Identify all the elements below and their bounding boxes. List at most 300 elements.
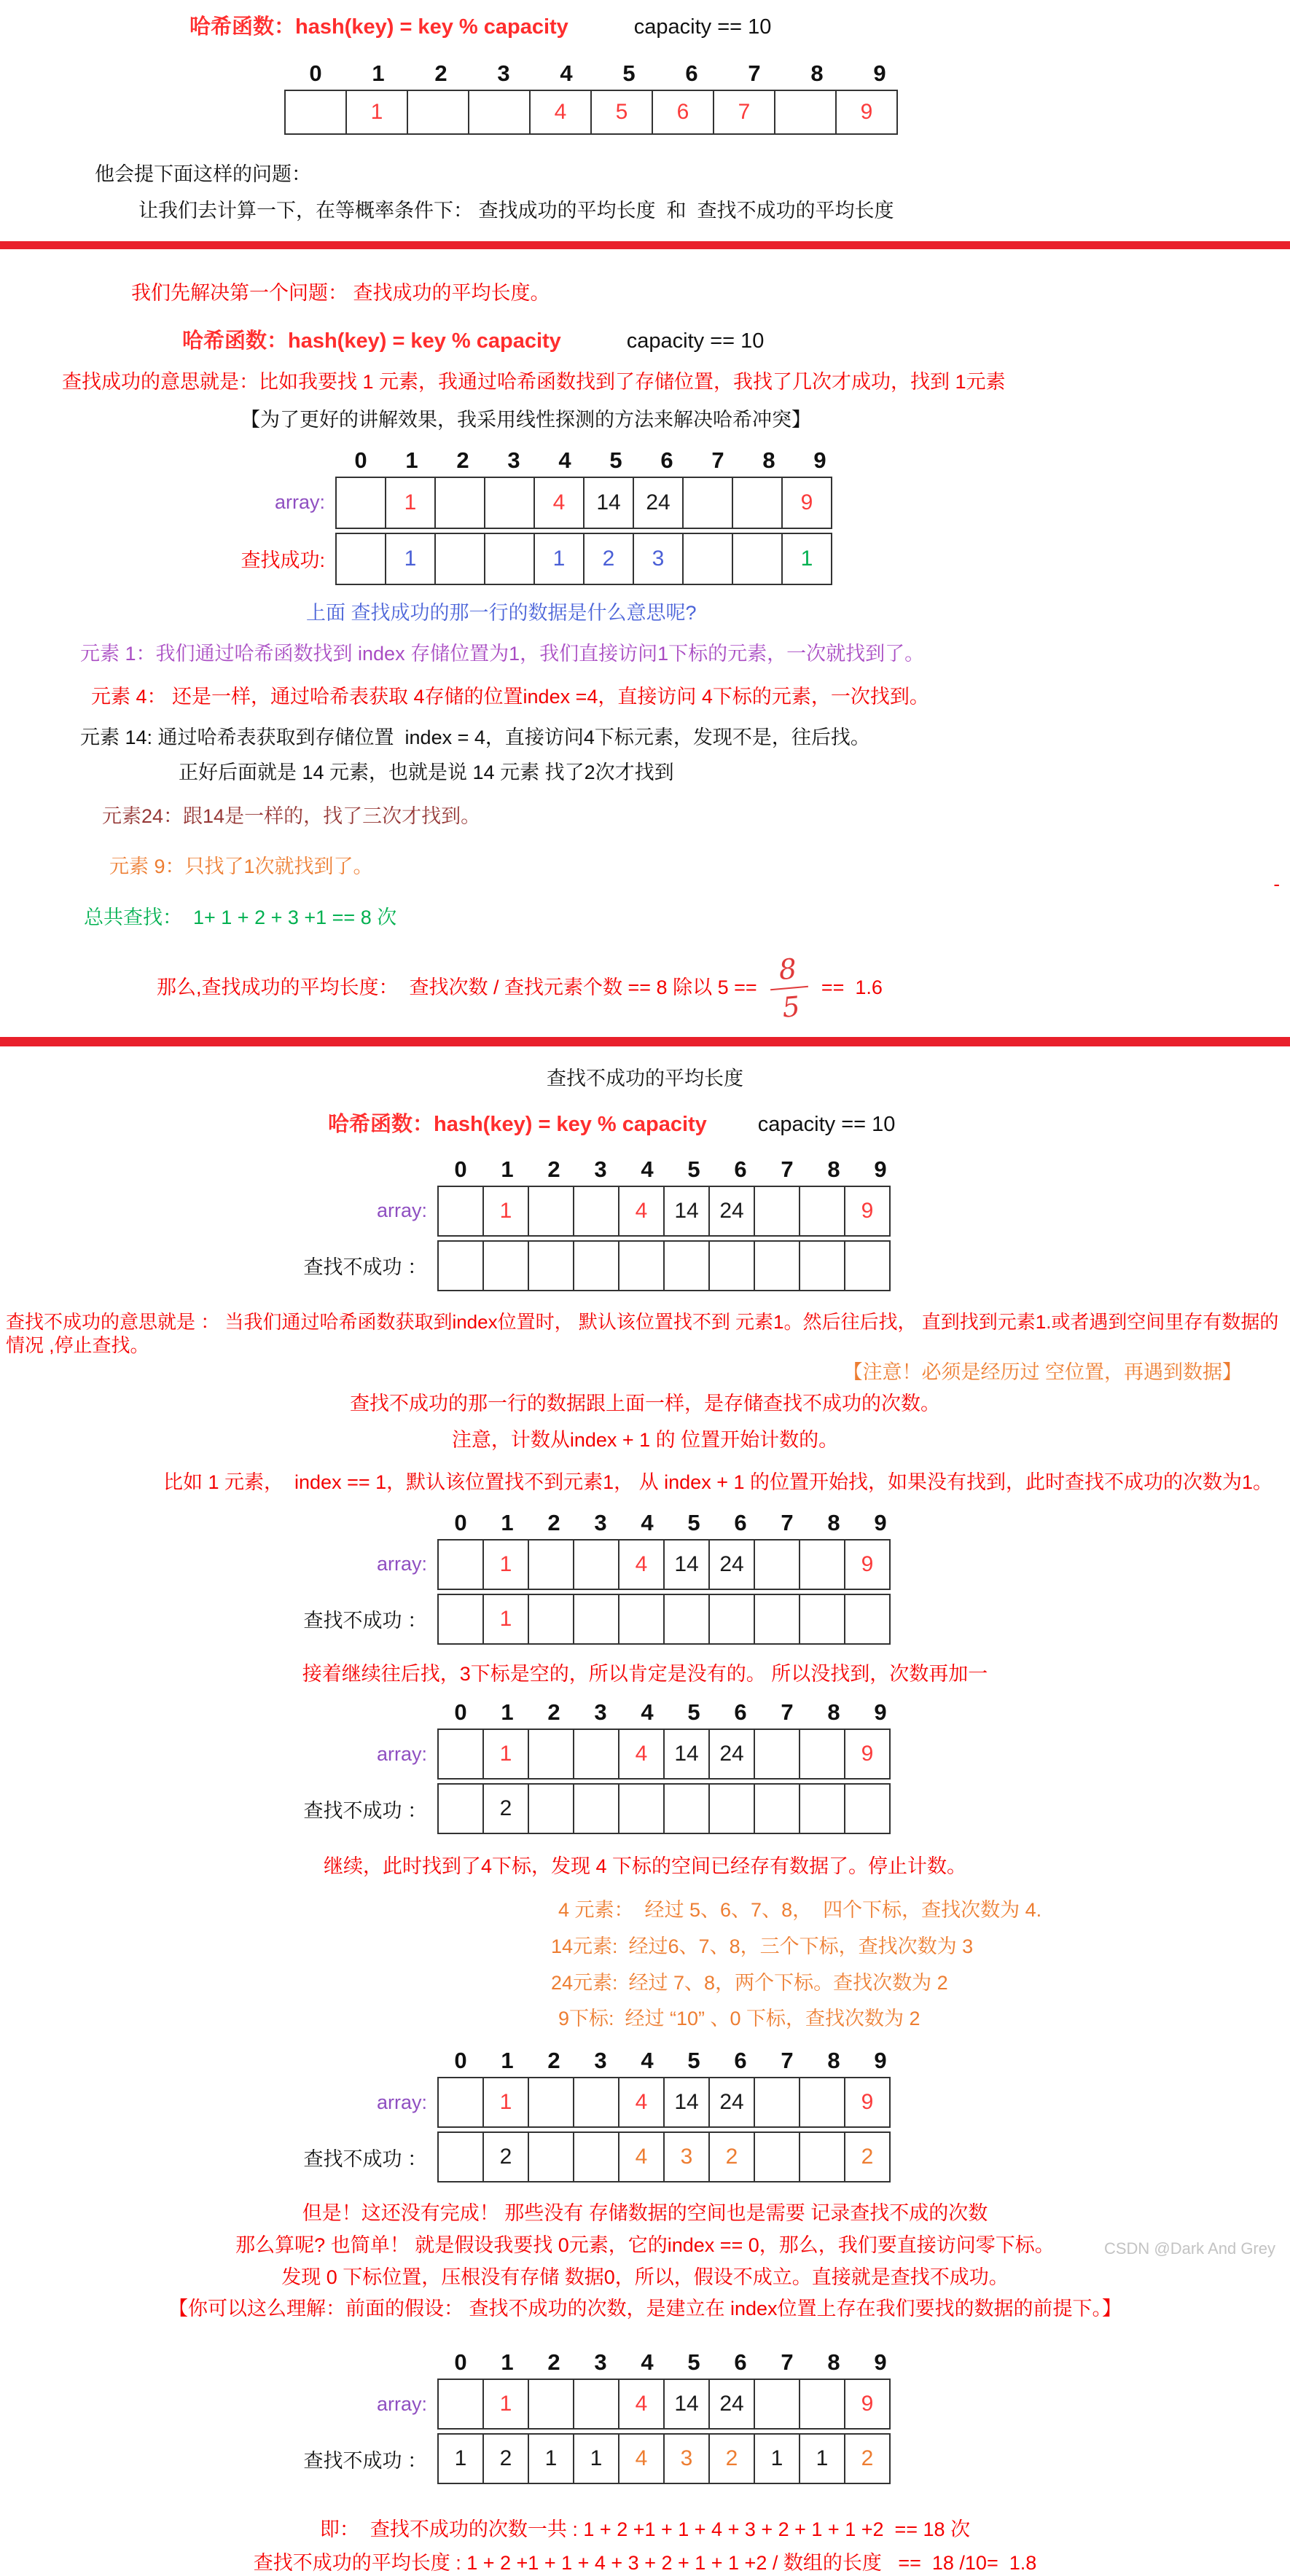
hash-table-cells (335, 477, 832, 529)
column-index: 6 (734, 2349, 747, 2375)
column-index: 9 (874, 1509, 887, 1535)
hash-table-index-header (277, 2048, 1290, 2074)
hash-table-cell (437, 1186, 484, 1237)
hash-table-cell (528, 1539, 574, 1590)
hash-table-cell (573, 2077, 619, 2128)
hash-table-cell (799, 1729, 845, 1780)
hash-table-cell: 9 (844, 1729, 891, 1780)
hash-table-cell: 24 (633, 477, 684, 529)
hash-table-cell: 6 (652, 90, 714, 135)
hash-table-cell (663, 1783, 710, 1834)
hash-table-cell (528, 1729, 574, 1780)
hash-table-cell (618, 1594, 665, 1645)
hash-table-cell (437, 2379, 484, 2430)
hash-table-cell (799, 1240, 845, 1291)
hash-table-cell (799, 1594, 845, 1645)
index-header-spacer (277, 1699, 437, 1726)
hash-table-cell (573, 1594, 619, 1645)
hash-table-cell: 4 (529, 90, 592, 135)
hash-table-cell (754, 1240, 800, 1291)
row-label: 查找不成功 ： (303, 1610, 427, 1632)
hash-table-cell (732, 477, 783, 529)
hash-table-cell: 1 (437, 2433, 484, 2484)
column-index: 7 (781, 2048, 794, 2073)
hash-table-cells (437, 2379, 891, 2430)
hash-table-cell: 9 (844, 1539, 891, 1590)
hash-table-cell (437, 1240, 484, 1291)
column-index: 6 (734, 1699, 747, 1726)
hash-table-cell: 1 (482, 2379, 529, 2430)
column-index: 8 (827, 2349, 840, 2375)
hash-table-cell (573, 1240, 619, 1291)
column-index: 4 (641, 1509, 654, 1535)
column-index: 5 (609, 447, 622, 473)
row-label: array: (376, 2392, 427, 2415)
hash-table-cell: 4 (618, 1186, 665, 1237)
question-intro: 他会提下面这样的问题： (95, 163, 311, 185)
hash-table-cell: 1 (482, 1729, 529, 1780)
fail-understand: 【你可以这么理解：前面的假设： 查找不成功的次数，是建立在 index位置上存在我们要找的数据的前提下。】 (168, 2298, 1122, 2320)
hash-table-cells (437, 1539, 891, 1590)
row-label: array: (376, 1199, 427, 1221)
hash-table-cell: 14 (663, 1186, 710, 1237)
column-index: 8 (827, 1509, 840, 1535)
fail-found: 发现 0 下标位置，压根没有存储 数据0，所以，假设不成立。直接就是查找不成功。 (281, 2266, 1009, 2288)
hash-table-cell (468, 90, 531, 135)
hash-table-index-header (277, 1510, 1290, 1536)
column-index: 6 (734, 1509, 747, 1535)
success-row-question: 上面 查找成功的那一行的数据是什么意思呢? (306, 601, 697, 624)
hash-table-cell (335, 477, 386, 529)
column-index: 3 (594, 1509, 607, 1535)
hash-table-cell (284, 90, 347, 135)
hash-table-cells (284, 90, 898, 135)
column-index: 0 (454, 2048, 467, 2073)
fail-meaning: 查找不成功的意思就是 ： 当我们通过哈希函数获取到index位置时， 默认该位置找不到 元素1。然后往后找， 直到找到元素1.或者遇到空间里存有数据的情况 ,停止查找。 (6, 1310, 1279, 1356)
hash-table-cell (708, 1783, 755, 1834)
hash-table-index-header (277, 1699, 1290, 1726)
hash-function-line-fail (328, 1108, 1290, 1138)
column-index: 9 (874, 1156, 887, 1182)
hash-function-line-top (189, 10, 1290, 40)
hash-table-cell (573, 1186, 619, 1237)
hash-table-cell (708, 1594, 755, 1645)
hash-table-cell: 1 (482, 1594, 529, 1645)
hash-table-index-header (284, 60, 1290, 87)
hash-table-cell (437, 1783, 484, 1834)
column-index: 2 (547, 2349, 560, 2375)
index-header-spacer (146, 447, 335, 474)
column-index: 4 (560, 60, 573, 86)
hash-table-index-header (146, 447, 1290, 474)
hash-array-table-fail-empty (277, 1156, 1290, 1291)
hash-table-cell (682, 477, 733, 529)
index-header-spacer (277, 1510, 437, 1536)
hash-function-label: 哈希函数：hash(key) = key % capacity (189, 15, 568, 39)
total-count-line: 总共查找： 1+ 1 + 2 + 3 +1 == 8 次 (84, 907, 397, 928)
hash-table-index-header (277, 1156, 1290, 1183)
column-index: 5 (687, 2349, 700, 2375)
column-index: 8 (827, 2048, 840, 2073)
column-index: 8 (810, 60, 824, 86)
column-index: 0 (354, 447, 367, 473)
hash-table-cell (754, 1729, 800, 1780)
column-index: 7 (781, 2349, 794, 2375)
column-index: 5 (687, 1509, 700, 1535)
column-index: 1 (501, 2349, 514, 2375)
hash-table-cell (844, 1594, 891, 1645)
hash-array-table-fail-final (277, 2349, 1290, 2484)
hash-table-row (277, 2131, 1290, 2182)
column-index: 1 (501, 1156, 514, 1182)
column-index: 3 (594, 2349, 607, 2375)
hash-table-cell (799, 1539, 845, 1590)
column-index: 3 (497, 60, 510, 86)
hash-table-cell: 9 (844, 1186, 891, 1237)
column-index: 0 (454, 1156, 467, 1182)
fail-continue2: 继续，此时找到了4下标，发现 4 下标的空间已经存有数据了。停止计数。 (323, 1855, 967, 1878)
hash-table-cell (844, 1783, 891, 1834)
row-label: 查找不成功 ： (303, 1256, 427, 1278)
column-index: 5 (687, 1156, 700, 1182)
hash-table-row (284, 90, 1290, 135)
fraction-numerator: 8 (767, 954, 808, 990)
hash-table-cell (754, 1186, 800, 1237)
hash-table-cell: 24 (708, 1729, 755, 1780)
hash-table-cell (482, 1240, 529, 1291)
capacity-label: capacity == 10 (633, 15, 772, 39)
hash-table-cell (732, 533, 783, 585)
column-index: 0 (309, 60, 322, 86)
column-index: 3 (507, 447, 520, 473)
section-divider-2 (0, 1037, 1290, 1046)
hash-table-cells (437, 1729, 891, 1780)
column-index: 4 (641, 2349, 654, 2375)
hash-table-cell (618, 1783, 665, 1834)
row-label: array: (376, 2091, 427, 2113)
fail-example1: 比如 1 元素， index == 1，默认该位置找不到元素1， 从 index + 1 的位置开始找，如果没有找到，此时查找不成功的次数为1。 (163, 1471, 1273, 1493)
column-index: 6 (685, 60, 698, 86)
hash-table-cell: 4 (618, 1539, 665, 1590)
hash-function-line-success (182, 324, 1290, 354)
hash-table-cell: 1 (533, 533, 585, 585)
edge-dash: - (1273, 873, 1280, 895)
hash-table-cell: 1 (385, 533, 436, 585)
hash-table-cell (754, 1594, 800, 1645)
hash-table-row (277, 2077, 1290, 2128)
hash-table-cell (754, 1783, 800, 1834)
hash-table-cell: 2 (482, 2433, 529, 2484)
hash-table-cell (682, 533, 733, 585)
hash-table-row (277, 1729, 1290, 1780)
hash-table-cell: 5 (590, 90, 653, 135)
column-index: 8 (827, 1699, 840, 1726)
column-index: 1 (501, 1509, 514, 1535)
hash-table-cell: 14 (663, 2379, 710, 2430)
column-index: 7 (748, 60, 761, 86)
hash-table-cell: 4 (618, 2131, 665, 2182)
elem1-explain: 元素 1：我们通过哈希函数找到 index 存储位置为1，我们直接访问1下标的元素，一次就找到了。 (80, 642, 925, 665)
hash-table-cell (528, 2077, 574, 2128)
hash-function-label: 哈希函数：hash(key) = key % capacity (328, 1112, 707, 1136)
watermark: CSDN @Dark And Grey (1103, 2239, 1275, 2258)
hash-table-cell (799, 2131, 845, 2182)
hash-table-cell: 1 (528, 2433, 574, 2484)
column-index: 3 (594, 1699, 607, 1726)
success-average-line (157, 952, 1290, 1024)
hash-table-cell: 14 (583, 477, 634, 529)
hash-table-cell (437, 2077, 484, 2128)
row-label: 查找不成功 ： (303, 2449, 427, 2472)
column-index: 4 (641, 1156, 654, 1182)
hash-table-cell: 3 (663, 2131, 710, 2182)
index-header-spacer (277, 2048, 437, 2074)
hash-table-cell: 24 (708, 2077, 755, 2128)
column-index: 2 (547, 2048, 560, 2073)
column-index: 6 (734, 2048, 747, 2073)
hash-table-cell: 2 (708, 2433, 755, 2484)
hash-table-row (146, 477, 1290, 529)
column-index: 7 (781, 1509, 794, 1535)
hash-table-cell: 14 (663, 1539, 710, 1590)
hash-table-cell: 24 (708, 1186, 755, 1237)
hash-table-cell: 2 (844, 2433, 891, 2484)
fail-average-length: 查找不成功的平均长度 : 1 + 2 +1 + 1 + 4 + 3 + 2 + 1 + 1 +2 / 数组的长度 == 18 /10= 1.8 (253, 2551, 1037, 2574)
column-index: 9 (874, 1699, 887, 1726)
column-index: 2 (434, 60, 447, 86)
column-index: 7 (711, 447, 724, 473)
column-index: 0 (454, 2349, 467, 2375)
hash-table-cell (573, 2379, 619, 2430)
hash-table-cell (573, 1783, 619, 1834)
elem14-explain-a: 元素 14: 通过哈希表获取到存储位置 index = 4，直接访问4下标元素，发现不是，往后找。 (80, 727, 870, 748)
hash-table-cells (437, 1594, 891, 1645)
hash-table-row (277, 1240, 1290, 1291)
section-divider-1 (0, 241, 1290, 249)
hash-table-cell: 1 (799, 2433, 845, 2484)
hash-table-cell (618, 1240, 665, 1291)
hash-table-cell: 1 (345, 90, 408, 135)
fail-but: 但是！这还没有完成！ 那些没有 存储数据的空间也是需要 记录查找不成的次数 (302, 2202, 988, 2224)
hash-table-cell (754, 2379, 800, 2430)
hash-table-cell (528, 1240, 574, 1291)
average-formula-prefix: 那么,查找成功的平均长度： 查找次数 / 查找元素个数 == 8 除以 5 == (157, 976, 757, 998)
hash-table-cell (573, 1539, 619, 1590)
hash-table-cell: 14 (663, 1729, 710, 1780)
column-index: 2 (547, 1156, 560, 1182)
hash-table-cell: 1 (781, 533, 832, 585)
hash-table-cell (407, 90, 469, 135)
hash-table-cell (434, 533, 485, 585)
index-header-spacer (277, 2349, 437, 2376)
fail-how: 那么算呢? 也简单！ 就是假设我要找 0元素，它的index == 0，那么，我们要直接访问零下标。 (235, 2234, 1055, 2256)
column-index: 4 (641, 1699, 654, 1726)
linear-probe-note: 【为了更好的讲解效果，我采用线性探测的方法来解决哈希冲突】 (241, 409, 811, 431)
hash-table-row (277, 1186, 1290, 1237)
column-index: 1 (501, 2048, 514, 2073)
hash-table-cell (754, 2131, 800, 2182)
hash-table-cell: 4 (618, 1729, 665, 1780)
hash-table-cell (663, 1240, 710, 1291)
hash-table-cell: 1 (482, 1186, 529, 1237)
column-index: 5 (687, 2048, 700, 2073)
index-header-spacer (277, 1156, 437, 1183)
hash-table-cell (528, 1594, 574, 1645)
row-label: array: (274, 491, 325, 514)
hash-table-cell (573, 2131, 619, 2182)
hash-table-cell: 14 (663, 2077, 710, 2128)
hash-table-cell (754, 1539, 800, 1590)
hash-table-cells (437, 1783, 891, 1834)
hash-table-row (277, 1783, 1290, 1834)
handwritten-fraction (767, 954, 811, 1022)
hash-table-cell (335, 533, 386, 585)
column-index: 0 (454, 1699, 467, 1726)
column-index: 2 (456, 447, 469, 473)
hash-table-row (277, 1594, 1290, 1645)
hash-table-cell (437, 1729, 484, 1780)
hash-table-cell (484, 533, 535, 585)
orange-elem14: 14元素: 经过6、7、8，三个下标，查找次数为 3 (551, 1935, 974, 1957)
hash-table-cell: 1 (573, 2433, 619, 2484)
hash-table-row (277, 1539, 1290, 1590)
hash-table-cells (437, 2131, 891, 2182)
hash-table-cell: 3 (663, 2433, 710, 2484)
column-index: 9 (874, 2349, 887, 2375)
fail-count-note: 注意，计数从index + 1 的 位置开始计数的。 (451, 1429, 839, 1451)
column-index: 2 (547, 1699, 560, 1726)
column-index: 3 (594, 1156, 607, 1182)
row-label: array: (376, 1553, 427, 1575)
hash-table-cell: 9 (835, 90, 898, 135)
orange-elem4: 4 元素： 经过 5、6、7、8， 四个下标，查找次数为 4. (558, 1899, 1042, 1921)
hash-table-cell: 1 (482, 1539, 529, 1590)
hash-table-cell (437, 1594, 484, 1645)
row-label: 查找成功: (241, 549, 325, 572)
hash-table-cell (437, 2131, 484, 2182)
hash-table-cell: 2 (844, 2131, 891, 2182)
hash-table-cell (528, 1186, 574, 1237)
hash-table-cell: 4 (618, 2379, 665, 2430)
hash-array-table-fail-step3 (277, 2048, 1290, 2182)
column-index: 1 (372, 60, 385, 86)
capacity-label: capacity == 10 (757, 1112, 896, 1136)
elem9-explain: 元素 9：只找了1次就找到了。 (109, 856, 373, 878)
hash-table-cell: 1 (754, 2433, 800, 2484)
hash-array-table-fail-step2 (277, 1699, 1290, 1834)
column-index: 9 (813, 447, 826, 473)
hash-table-row (277, 2379, 1290, 2430)
hash-table-cell: 2 (708, 2131, 755, 2182)
column-index: 1 (405, 447, 418, 473)
hash-table-cell: 9 (844, 2379, 891, 2430)
row-label: array: (376, 1742, 427, 1765)
column-index: 3 (594, 2048, 607, 2073)
column-index: 8 (827, 1156, 840, 1182)
success-intro: 我们先解决第一个问题： 查找成功的平均长度。 (131, 281, 550, 304)
hash-function-label: 哈希函数：hash(key) = key % capacity (182, 329, 561, 353)
hash-table-cell (799, 1783, 845, 1834)
average-formula-suffix: == 1.6 (821, 976, 883, 998)
hash-table-cell: 2 (482, 2131, 529, 2182)
hash-table-cell (437, 1539, 484, 1590)
hash-table-index-header (277, 2349, 1290, 2376)
elem24-explain: 元素24：跟14是一样的，找了三次才找到。 (102, 804, 481, 827)
orange-idx9: 9下标: 经过 “10” 、0 下标，查找次数为 2 (558, 2008, 920, 2030)
hash-table-cell: 9 (844, 2077, 891, 2128)
hash-table-cell (528, 1783, 574, 1834)
hash-table-cells (437, 2077, 891, 2128)
column-index: 5 (622, 60, 636, 86)
hash-table-cell (663, 1594, 710, 1645)
fraction-denominator: 5 (781, 990, 801, 1024)
fail-total-count: 即： 查找不成功的次数一共 : 1 + 2 +1 + 1 + 4 + 3 + 2 + 1 + 1 +2 == 18 次 (319, 2518, 971, 2540)
column-index: 4 (558, 447, 571, 473)
fail-section-title: 查找不成功的平均长度 (547, 1067, 743, 1089)
hash-array-table-fail-step1 (277, 1510, 1290, 1645)
fail-orange-list (551, 1898, 1290, 2032)
hash-table-cells (335, 533, 832, 585)
fail-note-orange: 【注意！必须是经历过 空位置，再遇到数据】 (843, 1361, 1242, 1383)
column-index: 0 (454, 1509, 467, 1535)
column-index: 1 (501, 1699, 514, 1726)
hash-table-cell (528, 2131, 574, 2182)
hash-table-cell: 4 (618, 2077, 665, 2128)
hash-array-table-top (284, 60, 1290, 135)
hash-table-cell (799, 2379, 845, 2430)
hash-table-cell (708, 1240, 755, 1291)
column-index: 5 (687, 1699, 700, 1726)
hash-table-cell (799, 1186, 845, 1237)
question-body: 让我们去计算一下，在等概率条件下： 查找成功的平均长度 和 查找不成功的平均长度 (138, 199, 894, 222)
capacity-label: capacity == 10 (626, 329, 765, 353)
hash-table-cell (774, 90, 837, 135)
hash-table-cell (573, 1729, 619, 1780)
orange-elem24: 24元素: 经过 7、8，两个下标。查找次数为 2 (551, 1971, 948, 1994)
hash-table-cell: 3 (633, 533, 684, 585)
success-meaning: 查找成功的意思就是：比如我要找 1 元素，我通过哈希函数找到了存储位置，我找了几次才成功，找到 1元素 (62, 371, 1006, 394)
hash-table-cell: 1 (482, 2077, 529, 2128)
hash-table-cell (754, 2077, 800, 2128)
elem4-explain: 元素 4： 还是一样，通过哈希表获取 4存储的位置index =4，直接访问 4下标的元素，一次找到。 (91, 686, 929, 708)
row-label: 查找不成功 ： (303, 2148, 427, 2170)
hash-table-cell: 2 (482, 1783, 529, 1834)
fail-row-meaning: 查找不成功的那一行的数据跟上面一样，是存储查找不成功的次数。 (350, 1393, 940, 1415)
hash-table-cell: 24 (708, 2379, 755, 2430)
hash-table-cells (437, 1186, 891, 1237)
hash-table-cell: 1 (385, 477, 436, 529)
hash-table-cell (484, 477, 535, 529)
column-index: 6 (660, 447, 673, 473)
column-index: 4 (641, 2048, 654, 2073)
hash-table-cell: 4 (533, 477, 585, 529)
hash-table-row (146, 533, 1290, 585)
row-label: 查找不成功 ： (303, 1799, 427, 1822)
hash-table-cell (434, 477, 485, 529)
column-index: 9 (874, 2048, 887, 2073)
hash-array-table-success (146, 447, 1290, 585)
column-index: 7 (781, 1156, 794, 1182)
hash-table-cell: 7 (713, 90, 775, 135)
hash-table-cell (799, 2077, 845, 2128)
hash-table-cell: 24 (708, 1539, 755, 1590)
column-index: 9 (873, 60, 886, 86)
column-index: 7 (781, 1699, 794, 1726)
hash-table-cell: 2 (583, 533, 634, 585)
hash-table-cell: 9 (781, 477, 832, 529)
column-index: 8 (762, 447, 775, 473)
hash-table-row (277, 2433, 1290, 2484)
